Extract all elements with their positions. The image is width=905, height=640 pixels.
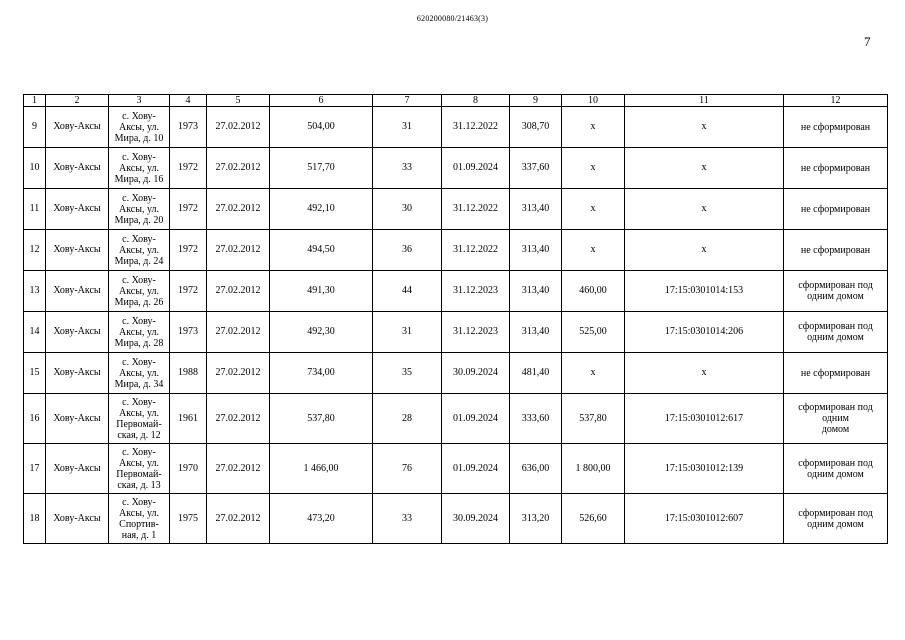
table-cell-year: 1973	[170, 312, 207, 353]
table-cell-c8: 01.09.2024	[442, 394, 510, 444]
table-cell-c10: x	[562, 189, 625, 230]
table-cell-c11: 17:15:0301014:206	[625, 312, 784, 353]
table-cell-year: 1973	[170, 107, 207, 148]
table-cell-c6: 491,30	[270, 271, 373, 312]
table-cell-no: 10	[24, 148, 46, 189]
table-cell-c7: 31	[373, 312, 442, 353]
column-header: 9	[510, 95, 562, 107]
table-cell-c9: 313,40	[510, 312, 562, 353]
table-row	[24, 353, 888, 394]
table-cell-c10: x	[562, 353, 625, 394]
table-cell-c8: 01.09.2024	[442, 148, 510, 189]
table-cell-no: 11	[24, 189, 46, 230]
table-cell-c11: x	[625, 353, 784, 394]
table-cell-c11: 17:15:0301012:139	[625, 444, 784, 494]
table-row	[24, 494, 888, 544]
table-cell-c8: 31.12.2023	[442, 312, 510, 353]
table-cell-c8: 01.09.2024	[442, 444, 510, 494]
table-cell-c10: 1 800,00	[562, 444, 625, 494]
table-cell-c6: 473,20	[270, 494, 373, 544]
table-row	[24, 271, 888, 312]
table-row	[24, 444, 888, 494]
table-row	[24, 230, 888, 271]
table-cell-c6: 734,00	[270, 353, 373, 394]
document-id: 620200080/21463(3)	[416, 14, 489, 23]
table-cell-year: 1972	[170, 189, 207, 230]
table-cell-c12: сформирован под одним домом	[784, 444, 888, 494]
table-cell-c12: не сформирован	[784, 189, 888, 230]
table-cell-year: 1972	[170, 148, 207, 189]
table-cell-date: 27.02.2012	[207, 271, 270, 312]
table-cell-c7: 30	[373, 189, 442, 230]
table-cell-address: с. Хову- Аксы, ул. Мира, д. 28	[109, 312, 170, 353]
table-cell-no: 15	[24, 353, 46, 394]
table-cell-no: 16	[24, 394, 46, 444]
table-cell-c7: 31	[373, 107, 442, 148]
table-cell-c6: 494,50	[270, 230, 373, 271]
table-cell-c7: 35	[373, 353, 442, 394]
table-cell-date: 27.02.2012	[207, 189, 270, 230]
column-header: 7	[373, 95, 442, 107]
column-header: 6	[270, 95, 373, 107]
table-cell-c7: 33	[373, 148, 442, 189]
table-cell-year: 1970	[170, 444, 207, 494]
table-cell-c6: 517,70	[270, 148, 373, 189]
table-cell-c6: 537,80	[270, 394, 373, 444]
table-cell-date: 27.02.2012	[207, 312, 270, 353]
table-cell-c6: 1 466,00	[270, 444, 373, 494]
column-header: 2	[46, 95, 109, 107]
table-cell-date: 27.02.2012	[207, 394, 270, 444]
table-cell-address: с. Хову- Аксы, ул. Мира, д. 10	[109, 107, 170, 148]
table-cell-c12: не сформирован	[784, 353, 888, 394]
table-row	[24, 148, 888, 189]
table-cell-year: 1988	[170, 353, 207, 394]
table-cell-c11: 17:15:0301012:617	[625, 394, 784, 444]
column-header: 10	[562, 95, 625, 107]
table-cell-no: 13	[24, 271, 46, 312]
table-cell-address: с. Хову- Аксы, ул. Первомай- ская, д. 13	[109, 444, 170, 494]
table-cell-no: 17	[24, 444, 46, 494]
table-row	[24, 312, 888, 353]
column-header: 8	[442, 95, 510, 107]
table-cell-c9: 333,60	[510, 394, 562, 444]
table-row	[24, 394, 888, 444]
table-cell-c11: x	[625, 230, 784, 271]
table-cell-settlement: Хову-Аксы	[46, 312, 109, 353]
table-cell-year: 1972	[170, 271, 207, 312]
table-cell-c12: не сформирован	[784, 230, 888, 271]
table-cell-c9: 337,60	[510, 148, 562, 189]
table-cell-date: 27.02.2012	[207, 353, 270, 394]
table-cell-c8: 31.12.2022	[442, 107, 510, 148]
column-header: 5	[207, 95, 270, 107]
table-cell-c9: 313,40	[510, 271, 562, 312]
table-cell-c10: 526,60	[562, 494, 625, 544]
table-cell-c10: x	[562, 230, 625, 271]
table-cell-c7: 33	[373, 494, 442, 544]
column-header: 3	[109, 95, 170, 107]
table-cell-c8: 30.09.2024	[442, 353, 510, 394]
table-cell-c7: 28	[373, 394, 442, 444]
table-cell-c10: x	[562, 148, 625, 189]
table-cell-c10: 537,80	[562, 394, 625, 444]
table-cell-year: 1961	[170, 394, 207, 444]
table-cell-c12: сформирован под одним домом	[784, 394, 888, 444]
table-cell-address: с. Хову- Аксы, ул. Первомай- ская, д. 12	[109, 394, 170, 444]
table-row	[24, 189, 888, 230]
table-cell-year: 1975	[170, 494, 207, 544]
table-cell-c7: 36	[373, 230, 442, 271]
table-cell-address: с. Хову- Аксы, ул. Мира, д. 24	[109, 230, 170, 271]
table-cell-c10: 525,00	[562, 312, 625, 353]
table-cell-c12: сформирован под одним домом	[784, 494, 888, 544]
table-cell-date: 27.02.2012	[207, 230, 270, 271]
table-cell-no: 9	[24, 107, 46, 148]
table-cell-c12: сформирован под одним домом	[784, 271, 888, 312]
table-cell-c10: 460,00	[562, 271, 625, 312]
table-cell-c9: 636,00	[510, 444, 562, 494]
column-header: 11	[625, 95, 784, 107]
column-header: 1	[24, 95, 46, 107]
table-row	[24, 107, 888, 148]
table-cell-c6: 504,00	[270, 107, 373, 148]
table-cell-address: с. Хову- Аксы, ул. Мира, д. 34	[109, 353, 170, 394]
table-cell-c11: x	[625, 148, 784, 189]
table-cell-c8: 31.12.2022	[442, 230, 510, 271]
table-cell-c6: 492,30	[270, 312, 373, 353]
table-cell-address: с. Хову- Аксы, ул. Спортив- ная, д. 1	[109, 494, 170, 544]
page-number: 7	[864, 34, 871, 49]
table-cell-c8: 31.12.2022	[442, 189, 510, 230]
table-cell-c12: не сформирован	[784, 107, 888, 148]
table-cell-settlement: Хову-Аксы	[46, 494, 109, 544]
table-cell-c7: 44	[373, 271, 442, 312]
table-cell-c9: 308,70	[510, 107, 562, 148]
table-cell-date: 27.02.2012	[207, 444, 270, 494]
table-cell-c10: x	[562, 107, 625, 148]
table-cell-no: 12	[24, 230, 46, 271]
table-cell-settlement: Хову-Аксы	[46, 230, 109, 271]
table-cell-c11: x	[625, 107, 784, 148]
table-cell-c12: не сформирован	[784, 148, 888, 189]
table-cell-settlement: Хову-Аксы	[46, 394, 109, 444]
table-body	[24, 107, 888, 544]
table-cell-address: с. Хову- Аксы, ул. Мира, д. 16	[109, 148, 170, 189]
table-cell-c7: 76	[373, 444, 442, 494]
table-cell-c9: 313,20	[510, 494, 562, 544]
table-cell-c9: 313,40	[510, 189, 562, 230]
table-cell-settlement: Хову-Аксы	[46, 353, 109, 394]
column-header: 4	[170, 95, 207, 107]
table-cell-c11: x	[625, 189, 784, 230]
table-cell-c8: 31.12.2023	[442, 271, 510, 312]
table-cell-no: 14	[24, 312, 46, 353]
table-cell-c9: 481,40	[510, 353, 562, 394]
table-cell-address: с. Хову- Аксы, ул. Мира, д. 26	[109, 271, 170, 312]
table-cell-settlement: Хову-Аксы	[46, 271, 109, 312]
table-cell-settlement: Хову-Аксы	[46, 189, 109, 230]
table-cell-c12: сформирован под одним домом	[784, 312, 888, 353]
table-cell-settlement: Хову-Аксы	[46, 444, 109, 494]
table-cell-c11: 17:15:0301012:607	[625, 494, 784, 544]
housing-register-table	[23, 94, 888, 544]
table-cell-c11: 17:15:0301014:153	[625, 271, 784, 312]
table-cell-settlement: Хову-Аксы	[46, 148, 109, 189]
header-row	[24, 95, 888, 107]
column-header: 12	[784, 95, 888, 107]
table-cell-address: с. Хову- Аксы, ул. Мира, д. 20	[109, 189, 170, 230]
table-cell-c9: 313,40	[510, 230, 562, 271]
table-cell-no: 18	[24, 494, 46, 544]
table-cell-date: 27.02.2012	[207, 148, 270, 189]
table-cell-c6: 492,10	[270, 189, 373, 230]
table-cell-year: 1972	[170, 230, 207, 271]
table-cell-c8: 30.09.2024	[442, 494, 510, 544]
table-cell-date: 27.02.2012	[207, 494, 270, 544]
table-cell-date: 27.02.2012	[207, 107, 270, 148]
table-cell-settlement: Хову-Аксы	[46, 107, 109, 148]
